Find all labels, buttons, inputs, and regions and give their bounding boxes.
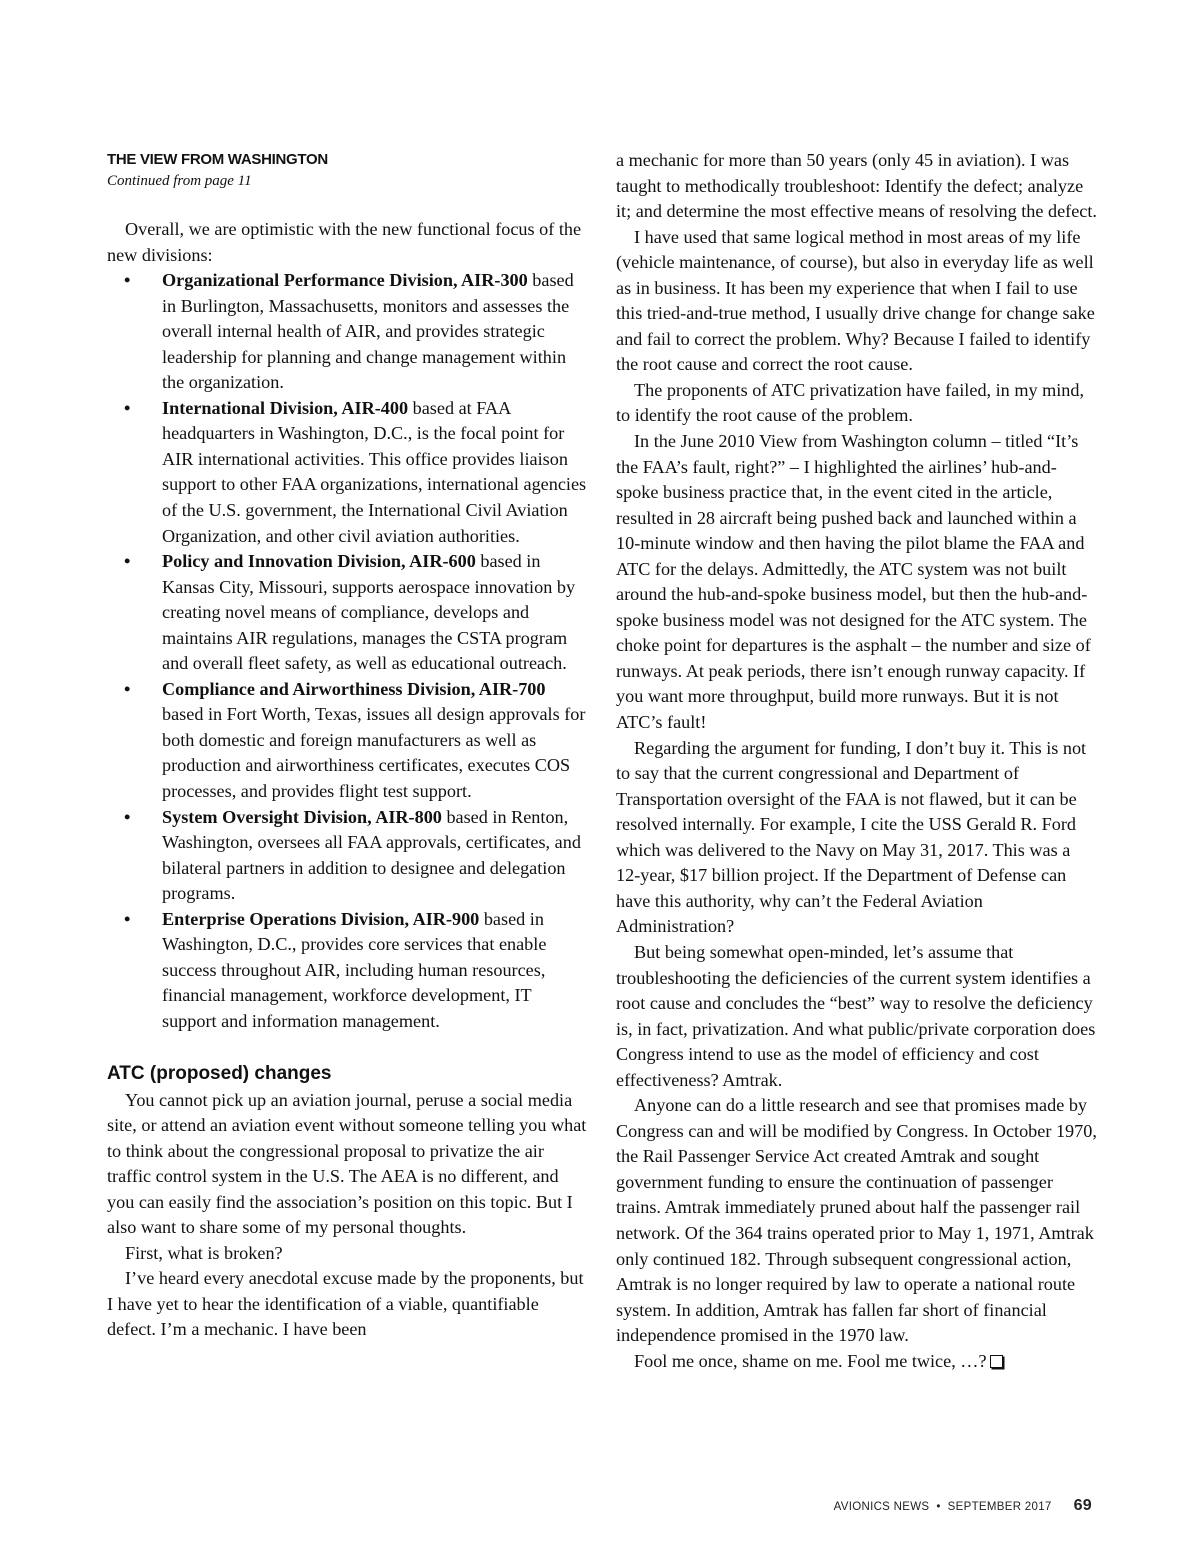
- continued-from-note: Continued from page 11: [107, 173, 252, 189]
- division-description: based in Burlington, Massachusetts, monitors and assesses the overall internal health of AIR, and provides strategic leadership for planning and change management within the organization.: [162, 270, 574, 393]
- division-name: System Oversight Division, AIR-800: [162, 806, 442, 827]
- issue-date: SEPTEMBER 2017: [947, 1501, 1052, 1513]
- body-paragraph: In the June 2010 View from Washington column – titled “It’s the FAA’s fault, right?” – I highlighted the airlines’ hub-and-spoke business practice that, in the event cited in the article, resulted in 28 aircraft being pushed back and launched within a 10-minute window and then having the pilot blame the FAA and ATC for the delays. Admittedly, the ATC system was not built around the hub-and-spoke business model, but then the hub-and-spoke business model was not designed for the ATC system. The choke point for departures is the asphalt – the number and size of runways. At peak periods, there isn’t enough runway capacity. If you want more throughput, build more runways. But it is not ATC’s fault!: [616, 431, 1091, 733]
- division-name: Enterprise Operations Division, AIR-900: [162, 908, 480, 929]
- division-name: Policy and Innovation Division, AIR-600: [162, 551, 476, 572]
- division-description: based in Renton, Washington, oversees all FAA approvals, certificates, and bilateral partners in addition to designee and delegation programs.: [162, 806, 581, 904]
- division-description: based in Washington, D.C., provides core services that enable success throughout AIR, including human resources, financial management, workforce development, IT support and information management.: [162, 908, 547, 1031]
- column-kicker: THE VIEW FROM WASHINGTON: [107, 151, 328, 168]
- continuation-paragraph: a mechanic for more than 50 years (only 45 in aviation). I was taught to methodically troubleshoot: Identify the defect; analyze it; and determine the most effective means of resolving the defect.: [616, 150, 1097, 222]
- right-column: [616, 148, 1098, 1374]
- end-mark-icon: [990, 1355, 1003, 1368]
- body-paragraph: I’ve heard every anecdotal excuse made by the proponents, but I have yet to hear the identification of a viable, quantifiable defect. I’m a mechanic. I have been: [107, 1268, 584, 1340]
- body-paragraph: First, what is broken?: [125, 1242, 283, 1263]
- division-description: based at FAA headquarters in Washington, D.C., is the focal point for AIR international activities. This office provides liaison support to other FAA organizations, international agencies of the U.S. government, the International Civil Aviation Organization, and other civil aviation authorities.: [162, 397, 587, 546]
- division-name: Compliance and Airworthiness Division, AIR-700: [162, 678, 546, 699]
- division-description: based in Fort Worth, Texas, issues all design approvals for both domestic and foreign manufacturers as well as production and airworthiness certificates, executes COS processes, and provides flight test support.: [162, 704, 586, 802]
- body-paragraph: You cannot pick up an aviation journal, peruse a social media site, or attend an aviation event without someone telling you what to think about the congressional proposal to privatize the air traffic control system in the U.S. The AEA is no different, and you can easily find the association’s position on this topic. But I also want to share some of my personal thoughts.: [107, 1089, 587, 1238]
- body-paragraph: Regarding the argument for funding, I don’t buy it. This is not to say that the current congressional and Department of Transportation oversight of the FAA is not flawed, but it can be resolved internally. For example, I cite the USS Gerald R. Ford which was delivered to the Navy on May 31, 2017. This was a 12-year, $17 billion project. If the Department of Defense can have this authority, why can’t the Federal Aviation Administration?: [616, 737, 1087, 937]
- list-item: [107, 268, 589, 396]
- section-heading: ATC (proposed) changes: [107, 1062, 332, 1084]
- page-footer: [834, 1497, 1092, 1515]
- page-number: 69: [1073, 1497, 1092, 1514]
- footer-bullet: •: [936, 1501, 941, 1513]
- list-item: [107, 677, 589, 805]
- list-item: [107, 549, 589, 677]
- body-paragraph: But being somewhat open-minded, let’s assume that troubleshooting the deficiencies of the current system identifies a root cause and concludes the “best” way to resolve the deficiency is, in fact, privatization. And what public/private corporation does Congress intend to use as the model of efficiency and cost effectiveness? Amtrak.: [616, 941, 1096, 1090]
- left-column: [107, 148, 589, 1343]
- list-item: [107, 396, 589, 549]
- body-paragraph: I have used that same logical method in most areas of my life (vehicle maintenance, of course), but also in everyday life as well as in business. It has been my experience that when I fail to use this tried-and-true method, I usually drive change for change sake and fail to correct the problem. Why? Because I failed to identify the root cause and correct the root cause.: [616, 226, 1095, 375]
- divisions-list: [107, 268, 589, 1034]
- list-item: [107, 805, 589, 907]
- publication-name: AVIONICS NEWS: [833, 1501, 930, 1513]
- closing-text: Fool me once, shame on me. Fool me twice, …?: [634, 1350, 987, 1371]
- body-paragraph: Anyone can do a little research and see that promises made by Congress can and will be modified by Congress. In October 1970, the Rail Passenger Service Act created Amtrak and sought government funding to ensure the continuation of passenger trains. Amtrak immediately pruned about half the passenger rail network. Of the 364 trains operated prior to May 1, 1971, Amtrak only continued 182. Through subsequent congressional action, Amtrak is no longer required by law to operate a national route system. In addition, Amtrak has fallen far short of financial independence promised in the 1970 law.: [616, 1095, 1097, 1346]
- body-paragraph: The proponents of ATC privatization have failed, in my mind, to identify the root cause of the problem.: [616, 379, 1085, 426]
- intro-paragraph: Overall, we are optimistic with the new functional focus of the new divisions:: [107, 219, 582, 265]
- division-name: International Division, AIR-400: [162, 397, 409, 418]
- division-description: based in Kansas City, Missouri, supports aerospace innovation by creating novel means of compliance, develops and maintains AIR regulations, manages the CSTA program and overall fleet safety, as well as educational outreach.: [162, 551, 576, 674]
- division-name: Organizational Performance Division, AIR-300: [162, 270, 528, 291]
- list-item: [107, 907, 589, 1035]
- closing-paragraph: [616, 1349, 1098, 1375]
